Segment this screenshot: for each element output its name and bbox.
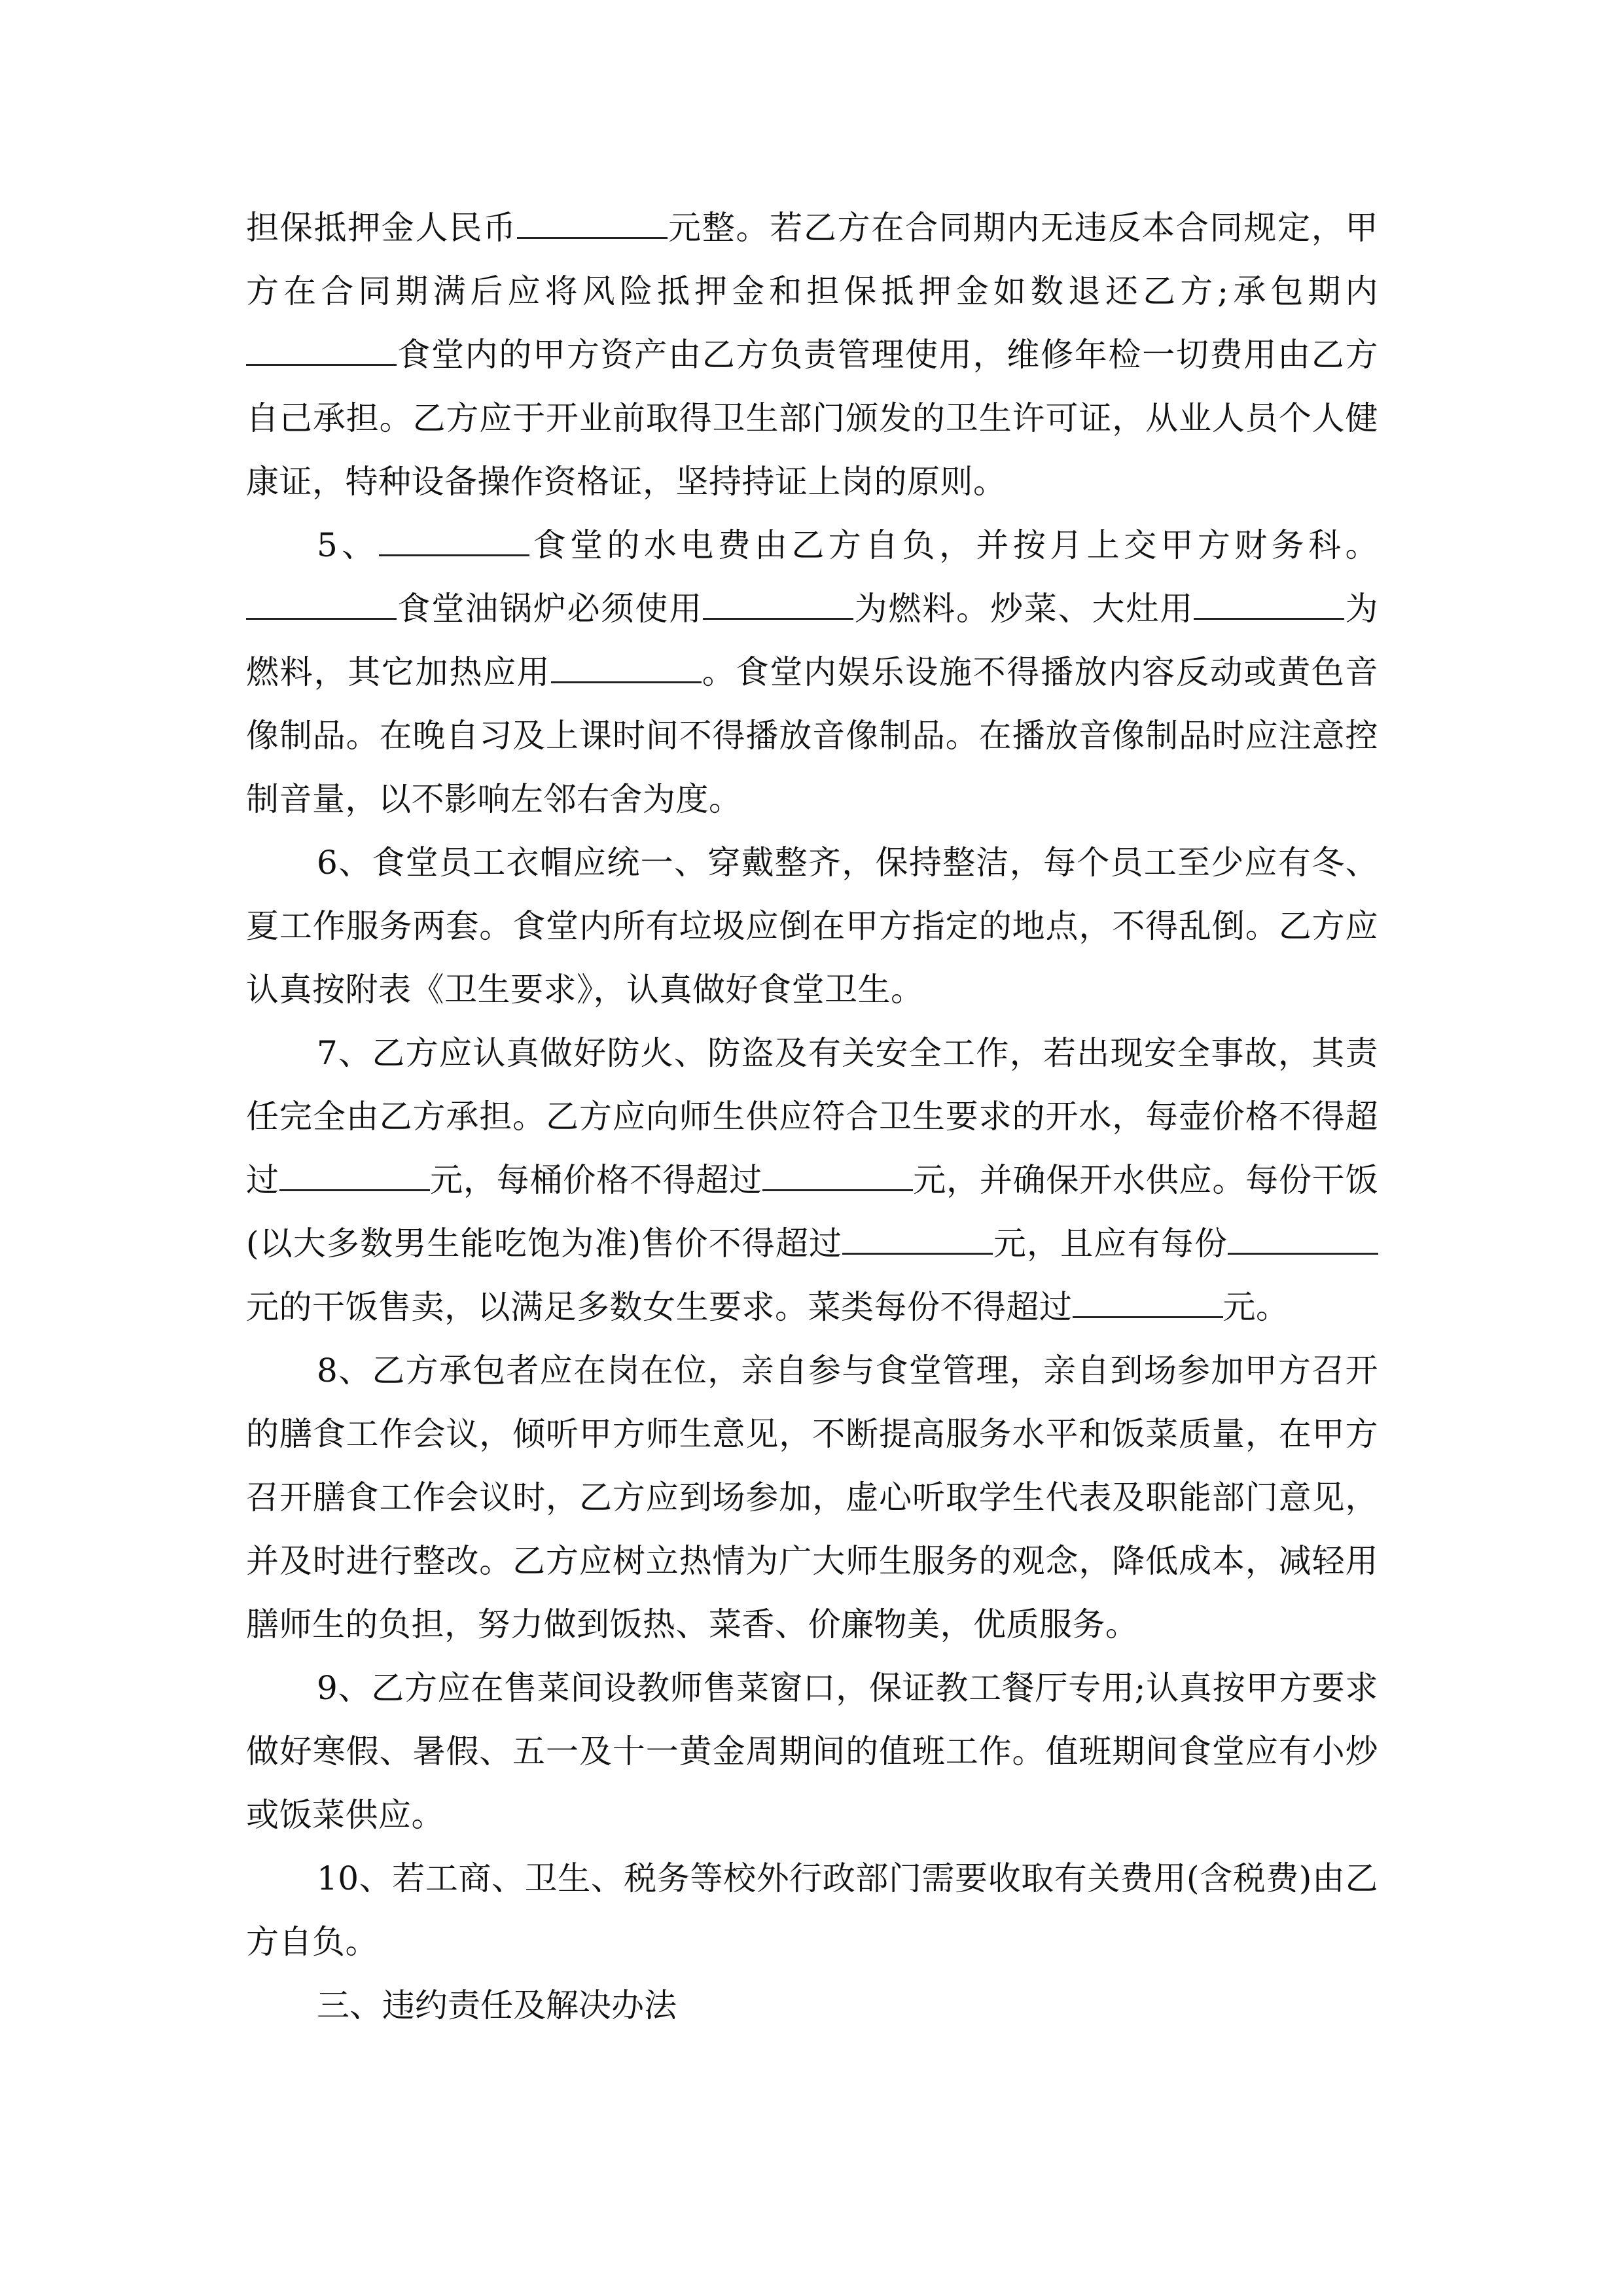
fill-blank[interactable] <box>1073 1290 1223 1318</box>
fill-blank[interactable] <box>379 528 529 556</box>
paragraph-clause-8: 8、乙方承包者应在岗在位，亲自参与食堂管理，亲自到场参加甲方召开的膳食工作会议，倾听甲方师生意见，不断提高服务水平和饭菜质量，在甲方召开膳食工作会议时，乙方应到场参加，虚心听取学生代表及职能部门意见，并及时进行整改。乙方应树立热情为广大师生服务的观念，降低成本，减轻用膳师生的负担，努力做到饭热、菜香、价廉物美，优质服务。 <box>246 1352 1378 1643</box>
paragraph-clause-6: 6、食堂员工衣帽应统一、穿戴整齐，保持整洁，每个员工至少应有冬、夏工作服务两套。食堂内所有垃圾应倒在甲方指定的地点，不得乱倒。乙方应认真按附表《卫生要求》，认真做好食堂卫生。 <box>246 844 1378 1009</box>
text-segment: 为燃料，其它加热应用 <box>246 590 1379 691</box>
text-segment: 担保抵押金人民币 <box>246 209 517 247</box>
paragraph-clause-7 <box>246 1022 1378 1339</box>
paragraph-continuation <box>246 196 1378 514</box>
paragraph-clause-5 <box>246 514 1378 831</box>
clause-number: 5、 <box>317 526 379 564</box>
text-segment: 为燃料。炒菜、大灶用 <box>853 590 1194 628</box>
section-heading: 三、违约责任及解决办法 <box>317 1986 677 2024</box>
paragraph-clause-9: 9、乙方应在售菜间设教师售菜窗口，保证教工餐厅专用;认真按甲方要求做好寒假、暑假、五一及十一黄金周期间的值班工作。值班期间食堂应有小炒或饭菜供应。 <box>246 1669 1378 1834</box>
fill-blank[interactable] <box>246 338 397 366</box>
fill-blank[interactable] <box>842 1227 993 1255</box>
text-segment: 食堂油锅炉必须使用 <box>397 590 704 628</box>
text-segment: 元的干饭售卖，以满足多数女生要求。菜类每份不得超过 <box>246 1288 1073 1326</box>
fill-blank[interactable] <box>279 1163 430 1191</box>
fill-blank[interactable] <box>551 655 702 683</box>
text-segment: 7、乙方应认真做好防火、防盗及有关安全工作，若出现安全事故，其责任完全由乙方承担。乙方应向师生供应符合卫生要求的开水，每壶价格不得超过 <box>246 1034 1378 1199</box>
text-segment: 食堂内的甲方资产由乙方负责管理使用，维修年检一切费用由乙方自己承担。乙方应于开业前取得卫生部门颁发的卫生许可证，从业人员个人健康证，特种设备操作资格证，坚持持证上岗的原则。 <box>246 336 1378 501</box>
fill-blank[interactable] <box>1194 592 1344 620</box>
document-body <box>246 196 1378 2037</box>
text-segment: 。食堂内娱乐设施不得播放内容反动或黄色音像制品。在晚自习及上课时间不得播放音像制品。在播放音像制品时应注意控制音量，以不影响左邻右舍为度。 <box>246 653 1379 818</box>
text-segment: 元。 <box>1222 1288 1289 1326</box>
fill-blank[interactable] <box>703 592 853 620</box>
text-segment: 元，并确保开水供应。每份干饭(以大多数男生能吃饱为准)售价不得超过 <box>246 1161 1379 1263</box>
text-segment: 元整。若乙方在合同期内无违反本合同规定，甲方在合同期满后应将风险抵押金和担保抵押金如数退还乙方;承包期内 <box>246 209 1379 310</box>
fill-blank[interactable] <box>517 211 668 239</box>
paragraph-clause-10: 10、若工商、卫生、税务等校外行政部门需要收取有关费用(含税费)由乙方自负。 <box>246 1859 1378 1961</box>
text-segment: 食堂的水电费由乙方自负，并按月上交甲方财务科。 <box>529 526 1379 564</box>
text-segment: 元，且应有每份 <box>993 1225 1228 1263</box>
text-segment: 元，每桶价格不得超过 <box>429 1161 762 1199</box>
fill-blank[interactable] <box>246 592 397 620</box>
fill-blank[interactable] <box>762 1163 913 1191</box>
fill-blank[interactable] <box>1228 1227 1378 1255</box>
